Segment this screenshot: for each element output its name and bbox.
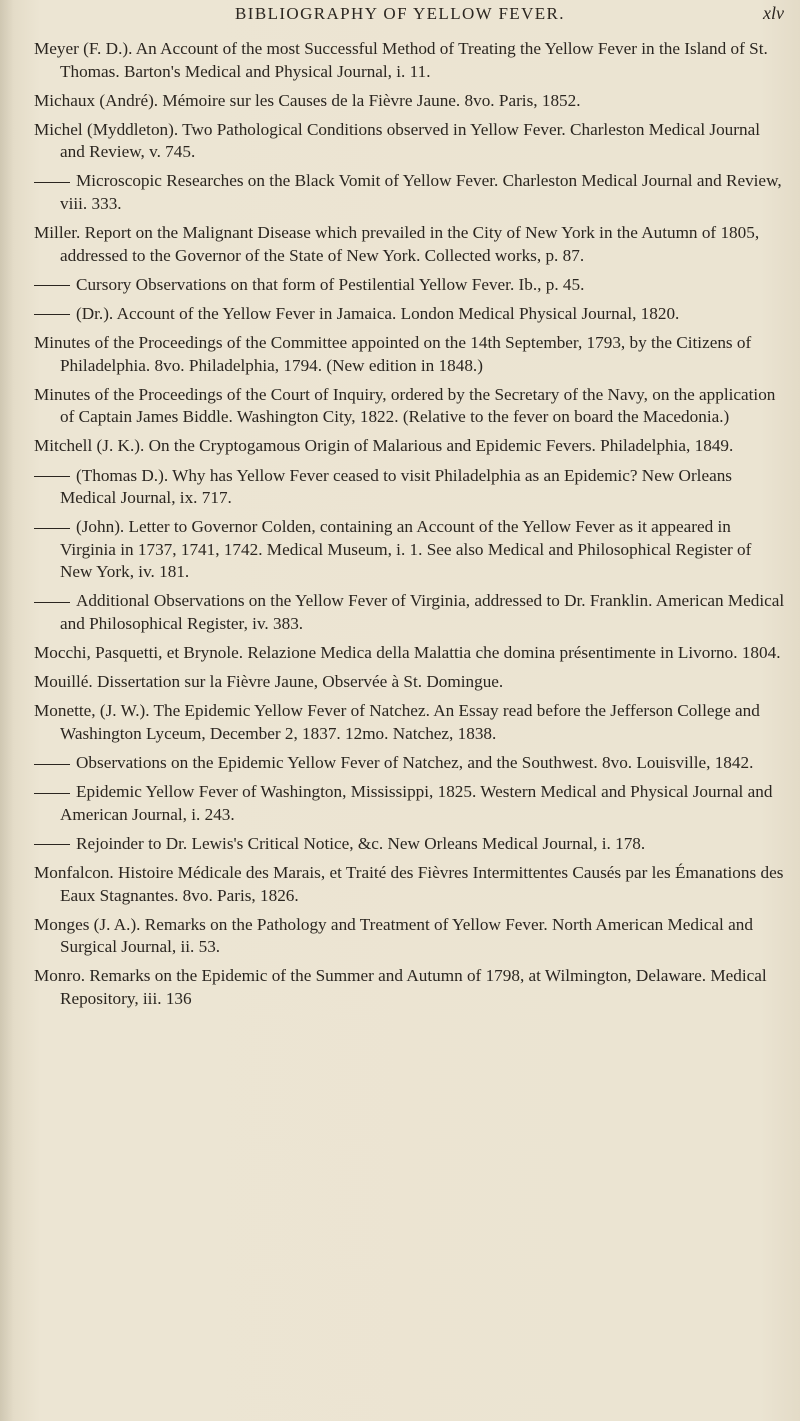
ditto-dash bbox=[34, 182, 70, 183]
bibliography-entry bbox=[34, 862, 786, 907]
entry-text: Mocchi, Pasquetti, et Brynole. Relazione Medica della Malattia che domina présentimente in Livorno. 1804. bbox=[34, 643, 781, 663]
entry-text: Rejoinder to Dr. Lewis's Critical Notice, &c. New Orleans Medical Journal, i. 178. bbox=[76, 833, 646, 853]
entry-text: Cursory Observations on that form of Pestilential Yellow Fever. Ib., p. 45. bbox=[76, 274, 585, 294]
entry-text: (Thomas D.). Why has Yellow Fever ceased to visit Philadelphia as an Epidemic? New Orleans Medical Journal, ix. 717. bbox=[60, 465, 732, 508]
ditto-dash bbox=[34, 844, 70, 845]
ditto-dash bbox=[34, 602, 70, 603]
entry-text: Monro. Remarks on the Epidemic of the Summer and Autumn of 1798, at Wilmington, Delaware. Medical Repository, iii. 136 bbox=[34, 966, 767, 1008]
entry-text: Additional Observations on the Yellow Fever of Virginia, addressed to Dr. Franklin. American Medical and Philosophical Register, iv. 383. bbox=[60, 591, 785, 634]
entry-text: Miller. Report on the Malignant Disease which prevailed in the City of New York in the Autumn of 1805, addressed to the Governor of the State of New York. Collected works, p. 87. bbox=[34, 223, 760, 265]
bibliography-entry bbox=[34, 222, 786, 267]
page-number: xlv bbox=[763, 3, 784, 23]
entry-text: Mitchell (J. K.). On the Cryptogamous Origin of Malarious and Epidemic Fevers. Philadelphia, 1849. bbox=[34, 436, 734, 456]
bibliography-entry bbox=[34, 119, 786, 164]
entry-text: Epidemic Yellow Fever of Washington, Mississippi, 1825. Western Medical and Physical Journal and American Journal, i. 243. bbox=[60, 782, 773, 824]
bibliography-entry bbox=[34, 90, 786, 113]
bibliography-entry bbox=[34, 642, 786, 665]
bibliography-entry bbox=[34, 833, 786, 856]
entry-text: (Dr.). Account of the Yellow Fever in Jamaica. London Medical Physical Journal, 1820. bbox=[76, 303, 680, 323]
entry-text: Michaux (André). Mémoire sur les Causes de la Fièvre Jaune. 8vo. Paris, 1852. bbox=[34, 90, 581, 110]
ditto-dash bbox=[34, 793, 70, 794]
ditto-dash bbox=[34, 314, 70, 315]
page-header bbox=[0, 2, 800, 28]
bibliography-entry bbox=[34, 781, 786, 826]
entry-text: Microscopic Researches on the Black Vomit of Yellow Fever. Charleston Medical Journal and Review, viii. 333. bbox=[60, 171, 782, 214]
entry-text: Monges (J. A.). Remarks on the Pathology and Treatment of Yellow Fever. North American Medical and Surgical Journal, ii. 53. bbox=[34, 914, 753, 957]
bibliography-entry bbox=[34, 303, 786, 326]
bibliography-entry bbox=[34, 38, 786, 83]
bibliography-entry bbox=[34, 590, 786, 635]
bibliography-entry bbox=[34, 516, 786, 584]
bibliography-entry bbox=[34, 700, 786, 745]
bibliography-entry bbox=[34, 384, 786, 429]
bibliography-entry bbox=[34, 671, 786, 694]
bibliography-entry bbox=[34, 752, 786, 775]
entry-text: Monette, (J. W.). The Epidemic Yellow Fever of Natchez. An Essay read before the Jefferson College and Washington Lyceum, December 2, 1837. 12mo. Natchez, 1838. bbox=[34, 701, 760, 743]
bibliography-entry bbox=[34, 274, 786, 297]
entry-text: Mouillé. Dissertation sur la Fièvre Jaune, Observée à St. Domingue. bbox=[34, 672, 504, 692]
bibliography-entry bbox=[34, 914, 786, 959]
entry-text: Monfalcon. Histoire Médicale des Marais, et Traité des Fièvres Intermittentes Causés par les Émanations des Eaux Stagnantes. 8vo. Paris, 1826. bbox=[34, 862, 784, 905]
entry-text: Minutes of the Proceedings of the Court of Inquiry, ordered by the Secretary of the Navy, on the application of Captain James Biddle. Washington City, 1822. (Relative to the fever on board the Macedonia.) bbox=[34, 384, 776, 427]
bibliography-entry bbox=[34, 170, 786, 215]
running-title: BIBLIOGRAPHY OF YELLOW FEVER. bbox=[235, 4, 565, 23]
entry-text: Minutes of the Proceedings of the Committee appointed on the 14th September, 1793, by the Citizens of Philadelphia. 8vo. Philadelphia, 1794. (New edition in 1848.) bbox=[34, 333, 752, 375]
bibliography-entry bbox=[34, 965, 786, 1010]
bibliography-entry bbox=[34, 435, 786, 458]
bibliography-entry bbox=[34, 465, 786, 510]
ditto-dash bbox=[34, 764, 70, 765]
entry-text: Meyer (F. D.). An Account of the most Successful Method of Treating the Yellow Fever in the Island of St. Thomas. Barton's Medical and Physical Journal, i. 11. bbox=[34, 39, 768, 81]
ditto-dash bbox=[34, 528, 70, 529]
bibliography-entry bbox=[34, 332, 786, 377]
entry-text: Michel (Myddleton). Two Pathological Conditions observed in Yellow Fever. Charleston Medical Journal and Review, v. 745. bbox=[34, 119, 760, 162]
bibliography-list bbox=[34, 38, 786, 1017]
ditto-dash bbox=[34, 285, 70, 286]
ditto-dash bbox=[34, 476, 70, 477]
entry-text: (John). Letter to Governor Colden, containing an Account of the Yellow Fever as it appeared in Virginia in 1737, 1741, 1742. Medical Museum, i. 1. See also Medical and Philosophical Register of New York, iv. 181. bbox=[60, 517, 752, 582]
entry-text: Observations on the Epidemic Yellow Fever of Natchez, and the Southwest. 8vo. Louisville, 1842. bbox=[76, 753, 754, 773]
